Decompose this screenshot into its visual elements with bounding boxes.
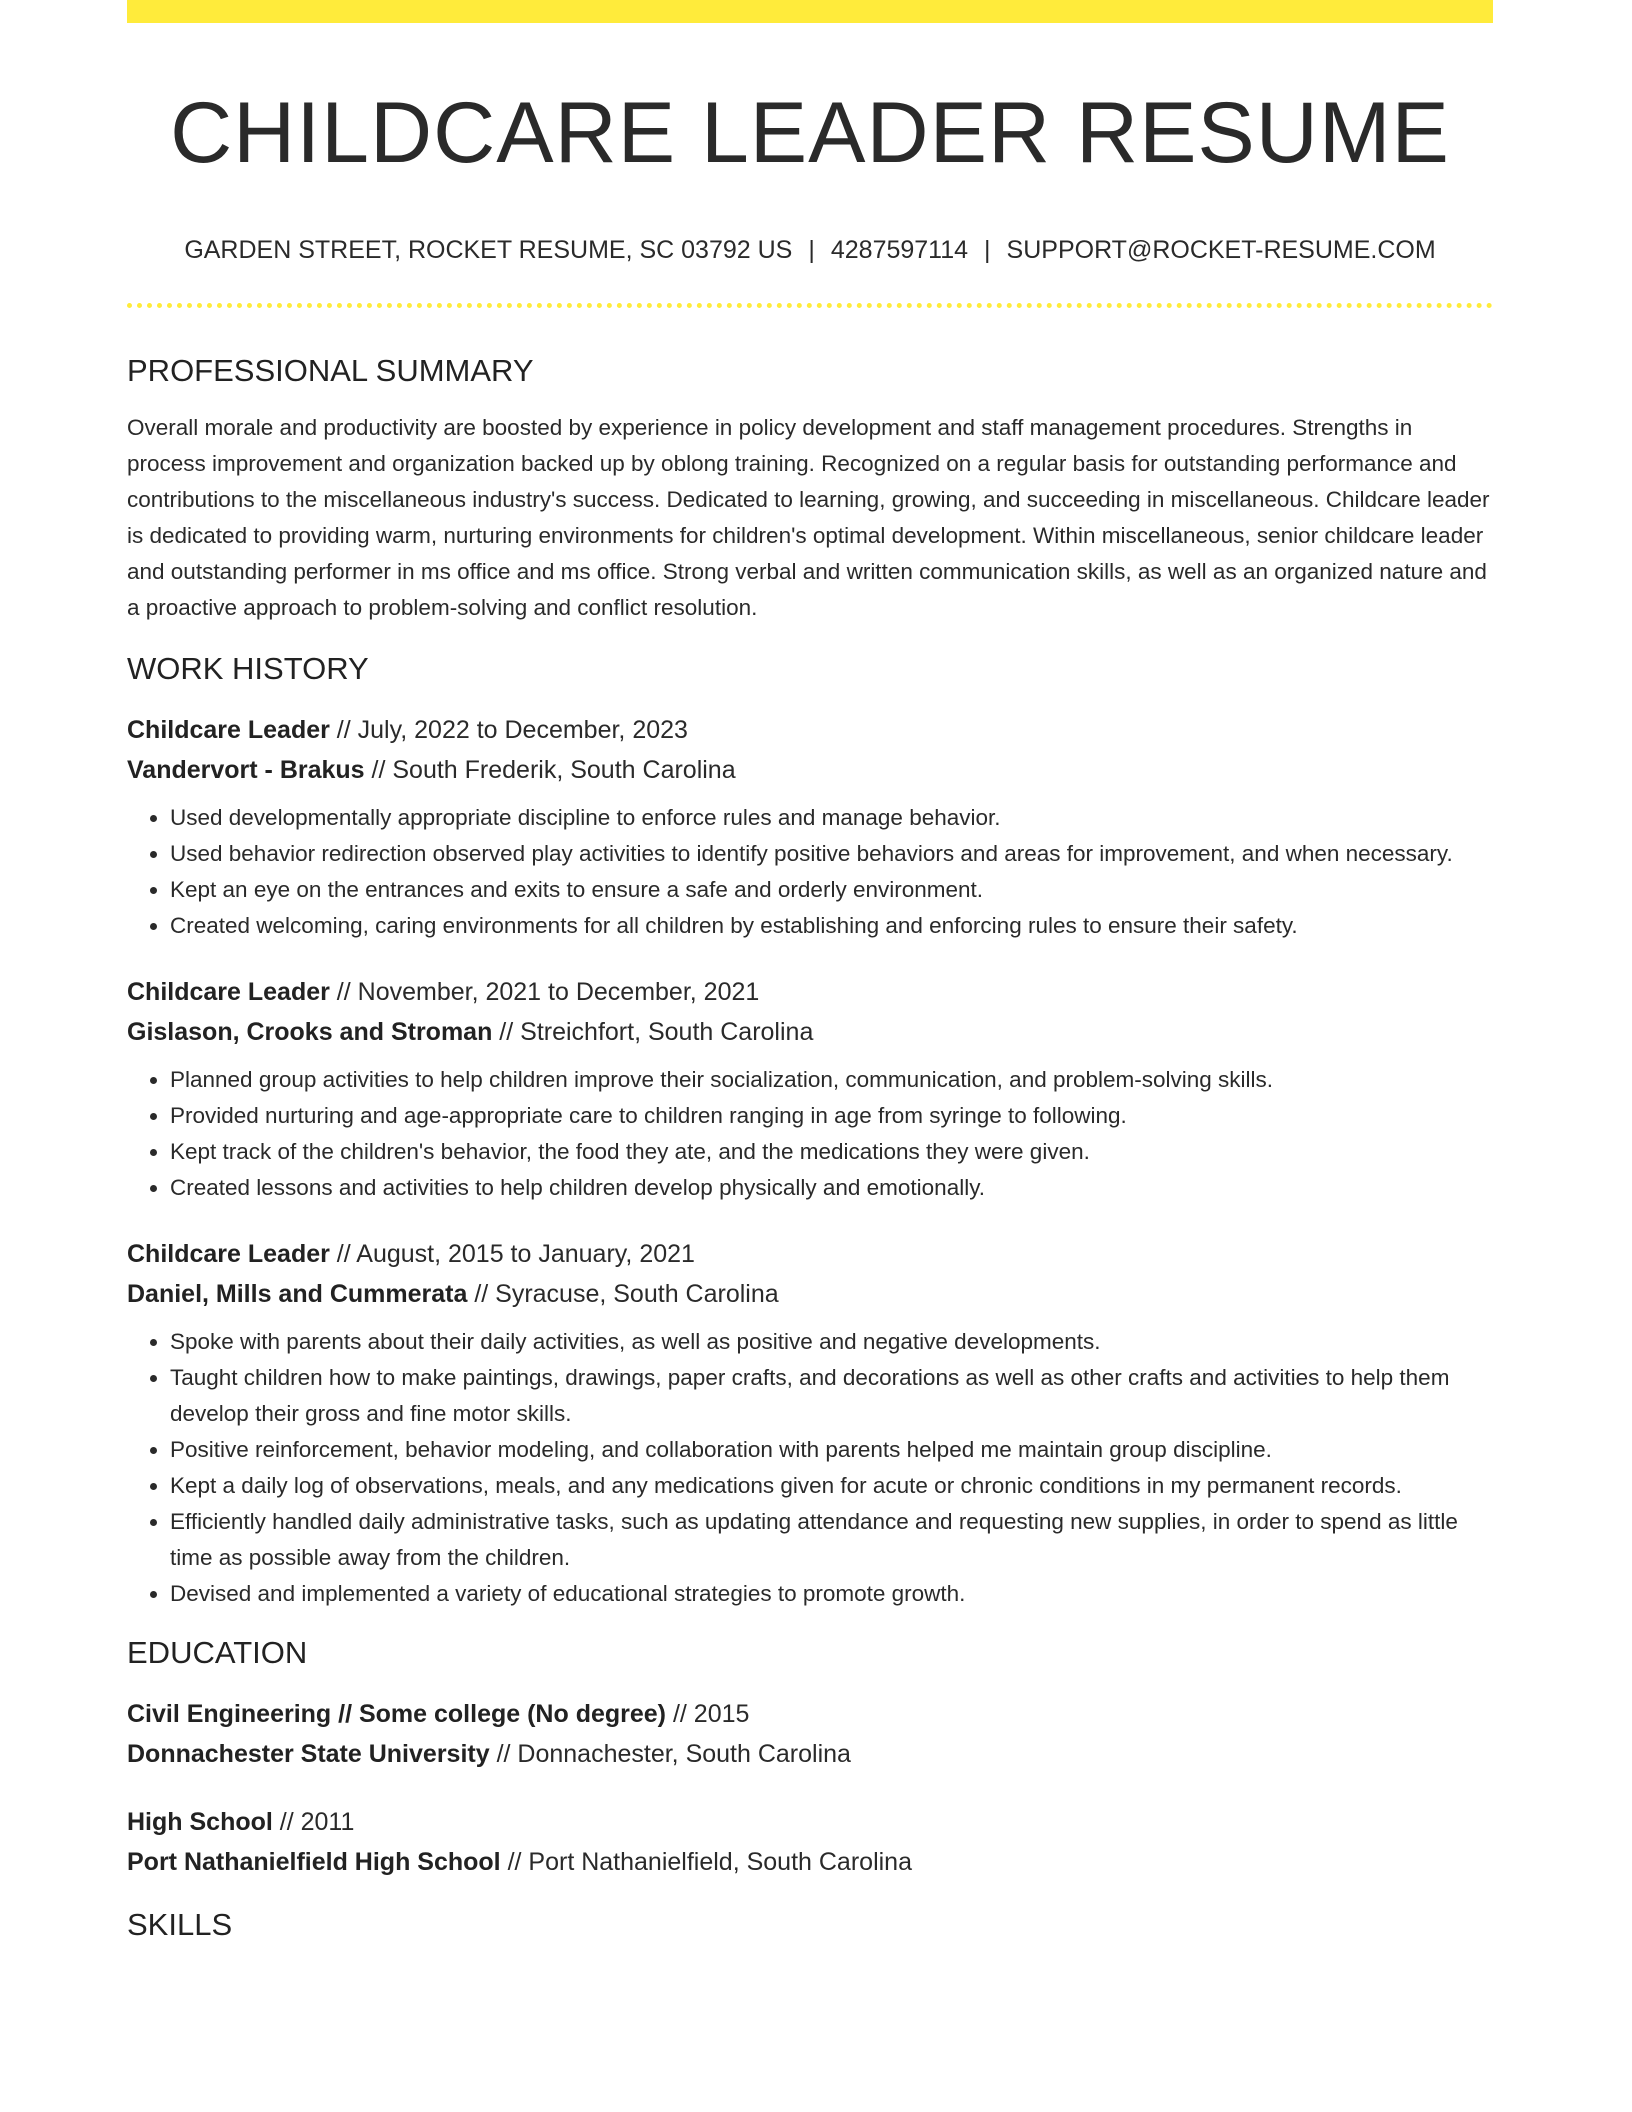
list-item: • Efficiently handled daily administrative tasks, such as updating attendance and requesting new supplies, in order to spend as little time as possible away from the children. (170, 1504, 1493, 1576)
list-item: • Kept an eye on the entrances and exits to ensure a safe and orderly environment. (170, 872, 1493, 908)
job-bullets (127, 1324, 1493, 1612)
school-name: Donnachester State University (127, 1740, 490, 1768)
job-entry (127, 972, 1493, 1206)
contact-separator: | (984, 236, 991, 264)
job-location: // Streichfort, South Carolina (492, 1018, 814, 1046)
job-title: Childcare Leader (127, 1240, 330, 1268)
contact-email: SUPPORT@ROCKET-RESUME.COM (1006, 236, 1436, 264)
job-dates: // November, 2021 to December, 2021 (329, 978, 760, 1006)
job-dates: // July, 2022 to December, 2023 (329, 716, 688, 744)
school-name: Port Nathanielfield High School (127, 1848, 501, 1876)
job-title-line (127, 972, 1493, 1012)
list-item: • Kept a daily log of observations, meals, and any medications given for acute or chronic conditions in my permanent records. (170, 1468, 1493, 1504)
contact-separator: | (808, 236, 815, 264)
school-location: // Donnachester, South Carolina (489, 1740, 851, 1768)
list-item: • Positive reinforcement, behavior modeling, and collaboration with parents helped me maintain group discipline. (170, 1432, 1493, 1468)
accent-top-bar (127, 0, 1493, 23)
job-title: Childcare Leader (127, 716, 330, 744)
job-dates: // August, 2015 to January, 2021 (329, 1240, 695, 1268)
education-entry (127, 1802, 1493, 1882)
job-company-line (127, 1274, 1493, 1314)
list-item: • Spoke with parents about their daily activities, as well as positive and negative developments. (170, 1324, 1493, 1360)
contact-line (127, 235, 1493, 265)
job-bullets (127, 800, 1493, 944)
list-item: • Planned group activities to help children improve their socialization, communication, and problem-solving skills. (170, 1062, 1493, 1098)
job-location: // Syracuse, South Carolina (467, 1280, 779, 1308)
job-title-line (127, 710, 1493, 750)
section-heading-summary: PROFESSIONAL SUMMARY (127, 353, 534, 388)
dotted-divider (127, 303, 1493, 308)
job-company-line (127, 750, 1493, 790)
job-title: Childcare Leader (127, 978, 330, 1006)
section-heading-education: EDUCATION (127, 1635, 308, 1670)
degree-year: // 2011 (272, 1808, 355, 1836)
job-title-line (127, 1234, 1493, 1274)
list-item: • Taught children how to make paintings, drawings, paper crafts, and decorations as well as other crafts and activities to help them develop their gross and fine motor skills. (170, 1360, 1493, 1432)
list-item: • Used developmentally appropriate discipline to enforce rules and manage behavior. (170, 800, 1493, 836)
job-entry (127, 1234, 1493, 1612)
school-line (127, 1842, 1493, 1882)
section-heading-work-history: WORK HISTORY (127, 651, 369, 686)
list-item: • Created lessons and activities to help children develop physically and emotionally. (170, 1170, 1493, 1206)
list-item: • Provided nurturing and age-appropriate care to children ranging in age from syringe to following. (170, 1098, 1493, 1134)
job-entry (127, 710, 1493, 944)
school-location: // Port Nathanielfield, South Carolina (500, 1848, 912, 1876)
degree-line (127, 1694, 1493, 1734)
contact-phone: 4287597114 (830, 236, 969, 264)
list-item: • Devised and implemented a variety of educational strategies to promote growth. (170, 1576, 1493, 1612)
job-company-line (127, 1012, 1493, 1052)
job-location: // South Frederik, South Carolina (364, 756, 736, 784)
school-line (127, 1734, 1493, 1774)
list-item: • Used behavior redirection observed play activities to identify positive behaviors and areas for improvement, and when necessary. (170, 836, 1493, 872)
degree-name: Civil Engineering // Some college (No degree) (127, 1700, 667, 1728)
resume-title: CHILDCARE LEADER RESUME (170, 85, 1450, 181)
degree-year: // 2015 (666, 1700, 750, 1728)
list-item: • Created welcoming, caring environments for all children by establishing and enforcing rules to ensure their safety. (170, 908, 1493, 944)
resume-page (127, 0, 1493, 1944)
job-bullets (127, 1062, 1493, 1206)
contact-address: GARDEN STREET, ROCKET RESUME, SC 03792 US (184, 236, 793, 264)
job-company: Gislason, Crooks and Stroman (127, 1018, 493, 1046)
summary-text: Overall morale and productivity are boosted by experience in policy development and staff management procedures. Strengths in process improvement and organization backed up by oblong training. Recognized on a regular basis for outstanding performance and contributions to the miscellaneous industry's success. Dedicated to learning, growing, and succeeding in miscellaneous. Childcare leader is dedicated to providing warm, nurturing environments for children's optimal development. Within miscellaneous, senior childcare leader and outstanding performer in ms office and ms office. Strong verbal and written communication skills, as well as an organized nature and a proactive approach to problem-solving and conflict resolution. (127, 415, 1490, 620)
section-heading-skills: SKILLS (127, 1907, 233, 1942)
degree-line (127, 1802, 1493, 1842)
degree-name: High School (127, 1808, 273, 1836)
job-company: Vandervort - Brakus (127, 756, 365, 784)
job-company: Daniel, Mills and Cummerata (127, 1280, 468, 1308)
education-entry (127, 1694, 1493, 1774)
list-item: • Kept track of the children's behavior, the food they ate, and the medications they were given. (170, 1134, 1493, 1170)
